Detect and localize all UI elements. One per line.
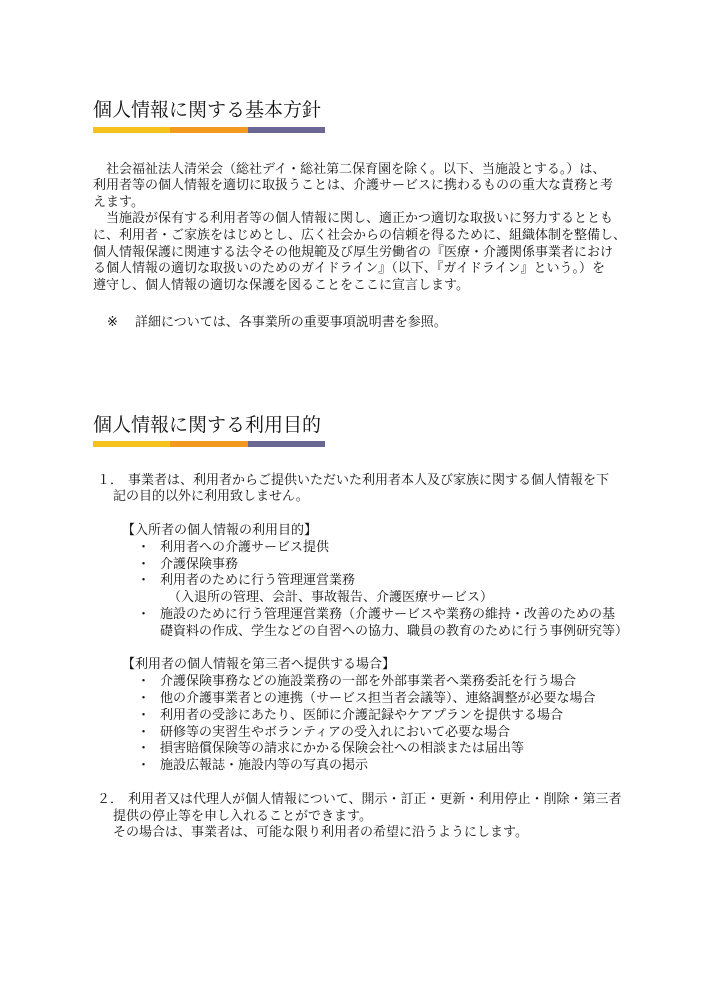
underline-purple-segment	[248, 127, 325, 133]
list-item-text: 利用者又は代理人が個人情報について、開示・訂正・更新・利用停止・削除・第三者	[128, 791, 622, 807]
bullet-line	[0, 607, 707, 624]
bullet-mark: ・	[137, 741, 151, 757]
bullet-line	[0, 573, 707, 590]
underline-yellow-segment	[93, 441, 170, 447]
policy-heading-underline	[93, 127, 325, 133]
bullet-text: 介護保険事務などの施設業務の一部を外部事業者へ業務委託を行う場合	[160, 674, 577, 690]
bullet-line	[0, 691, 707, 708]
bullet-text: 利用者への介護サービス提供	[160, 539, 330, 555]
group-title: 【入所者の個人情報の利用目的】	[122, 522, 318, 538]
bullet-text: 利用者のために行う管理運営業務	[160, 573, 356, 589]
policy-line-text: えます。	[93, 194, 144, 210]
bullet-continuation-line	[0, 624, 707, 641]
group-title-line	[0, 657, 707, 674]
bullet-mark: ・	[137, 690, 151, 706]
list-item-text: その場合は、事業者は、可能な限り利用者の希望に沿うようにします。	[113, 825, 528, 841]
bullet-line	[0, 557, 707, 574]
policy-line	[0, 228, 707, 245]
list-item-number: ２．	[97, 791, 124, 807]
underline-yellow-segment	[93, 127, 170, 133]
bullet-line	[0, 674, 707, 691]
bullet-line	[0, 725, 707, 742]
spacer	[0, 506, 707, 523]
list-item-2-line	[0, 809, 707, 826]
note-mark: ※	[107, 314, 118, 330]
bullet-text: 施設のために行う管理運営業務（介護サービスや業務の維持・改善のための基	[160, 606, 616, 622]
policy-line-text: る個人情報の適切な取扱いのためのガイドライン』（以下、『ガイドライン』という。）を	[93, 261, 605, 277]
policy-line-text: に、利用者・ご家族をはじめとし、広く社会からの信頼を得るために、組織体制を整備し、	[93, 228, 627, 244]
group-title: 【利用者の個人情報を第三者へ提供する場合】	[122, 657, 396, 673]
bullet-sub-line	[0, 590, 707, 607]
bullet-mark: ・	[137, 758, 151, 774]
policy-note	[0, 315, 707, 332]
bullet-mark: ・	[137, 573, 151, 589]
bullet-text: 利用者の受診にあたり、医師に介護記録やケアプランを提供する場合	[160, 707, 564, 723]
bullet-mark: ・	[137, 724, 151, 740]
list-item-text: 記の目的以外に利用致しません。	[113, 489, 309, 505]
note-text: 詳細については、各事業所の重要事項説明書を参照。	[135, 314, 447, 330]
bullet-line	[0, 708, 707, 725]
note-line	[0, 315, 707, 332]
bullet-mark: ・	[137, 556, 151, 572]
bullet-text: 損害賠償保険等の請求にかかる保険会社への相談または届出等	[160, 741, 525, 757]
list-item-1-line	[0, 489, 707, 506]
policy-line-text: 当施設が保有する利用者等の個人情報に関し、適正かつ適切な取扱いに努力するととも	[106, 211, 614, 227]
policy-line	[0, 195, 707, 212]
bullet-line	[0, 540, 707, 557]
purpose-heading: 個人情報に関する利用目的	[93, 414, 322, 436]
bullet-mark: ・	[137, 539, 151, 555]
list-item-text: 提供の停止等を申し入れることができます。	[113, 808, 372, 824]
underline-orange-segment	[170, 127, 247, 133]
spacer	[0, 775, 707, 792]
bullet-subtext: （入退所の管理、会計、事故報告、介護医療サービス）	[168, 590, 494, 606]
list-item-2-line	[0, 792, 707, 809]
policy-line-text: 社会福祉法人清栄会（総社デイ・総社第二保育園を除く。以下、当施設とする。）は、	[106, 161, 606, 177]
bullet-line	[0, 741, 707, 758]
bullet-text: 研修等の実習生やボランティアの受入れにおいて必要な場合	[160, 724, 510, 740]
policy-line-text: 遵守し、個人情報の適切な保護を図ることをここに宣言します。	[93, 277, 469, 293]
list-item-number: １．	[97, 472, 124, 488]
policy-line-text: 個人情報保護に関連する法令その他規範及び厚生労働省の『医療・介護関係事業者におけ	[93, 244, 614, 260]
policy-line	[0, 211, 707, 228]
bullet-mark: ・	[137, 707, 151, 723]
policy-heading: 個人情報に関する基本方針	[93, 99, 322, 121]
group-title-line	[0, 523, 707, 540]
policy-line	[0, 162, 707, 179]
bullet-text: 施設広報誌・施設内等の写真の掲示	[160, 758, 369, 774]
bullet-text: 他の介護事業者との連携（サービス担当者会議等）、連絡調整が必要な場合	[160, 690, 596, 706]
policy-line	[0, 261, 707, 278]
underline-purple-segment	[248, 441, 325, 447]
bullet-text: 介護保険事務	[160, 556, 239, 572]
policy-line	[0, 178, 707, 195]
list-item-1-line	[0, 473, 707, 490]
list-item-text: 事業者は、利用者からご提供いただいた利用者本人及び家族に関する個人情報を下	[128, 472, 610, 488]
spacer	[0, 641, 707, 658]
purpose-list	[0, 473, 707, 843]
policy-line	[0, 278, 707, 295]
bullet-mark: ・	[137, 674, 151, 690]
bullet-text: 礎資料の作成、学生などの自習への協力、職員の教育のために行う事例研究等）	[160, 623, 629, 639]
policy-line-text: 利用者等の個人情報を適切に取扱うことは、介護サービスに携わるものの重大な責務と考	[93, 178, 614, 194]
purpose-heading-underline	[93, 441, 325, 447]
policy-line	[0, 245, 707, 262]
bullet-mark: ・	[137, 606, 151, 622]
policy-statement	[0, 162, 707, 295]
list-item-2-line	[0, 825, 707, 842]
bullet-line	[0, 758, 707, 775]
underline-orange-segment	[170, 441, 247, 447]
